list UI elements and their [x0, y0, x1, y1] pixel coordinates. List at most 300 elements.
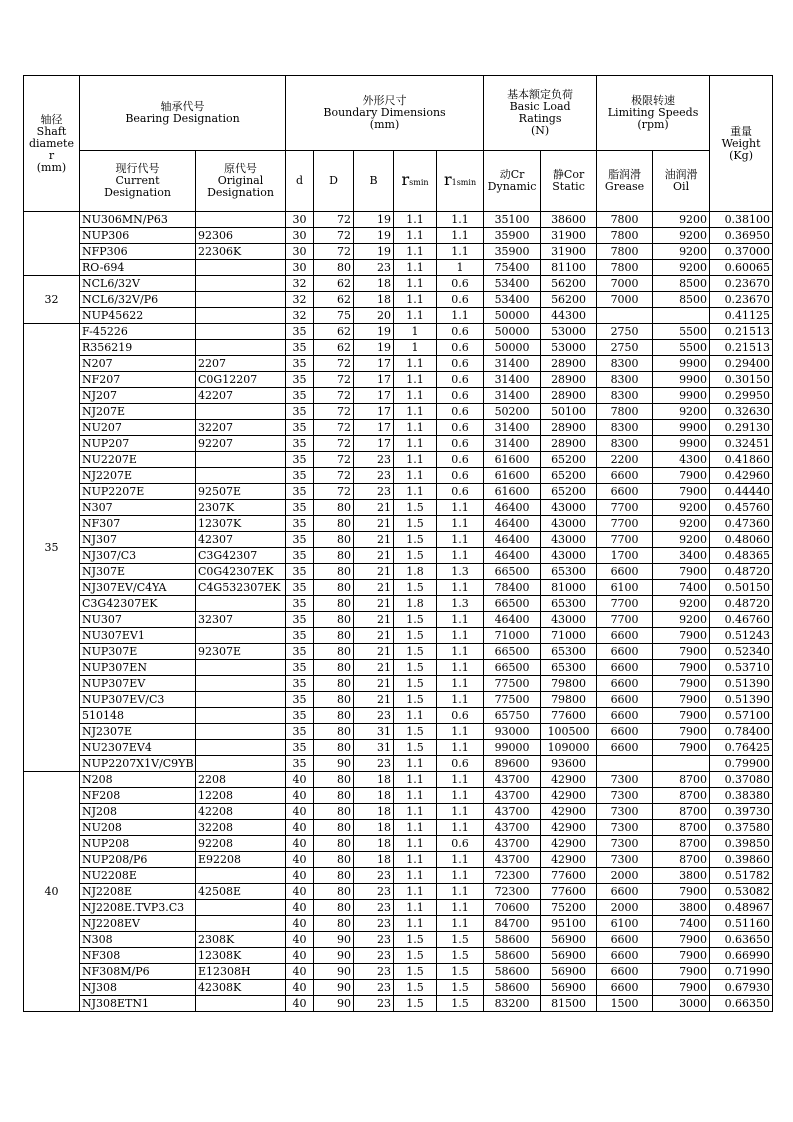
- oil-cell: 9200: [653, 212, 710, 228]
- weight-cell: 0.71990: [710, 964, 773, 980]
- r1s-cell: 1.1: [437, 548, 484, 564]
- D-cell: 75: [314, 308, 354, 324]
- grease-cell: 6600: [597, 644, 653, 660]
- cr-cell: 35900: [484, 228, 541, 244]
- r1s-cell: 1.1: [437, 820, 484, 836]
- current-cell: F-45226: [80, 324, 196, 340]
- cor-cell: 65300: [541, 644, 597, 660]
- B-cell: 17: [354, 388, 394, 404]
- D-cell: 80: [314, 660, 354, 676]
- cor-cell: 81100: [541, 260, 597, 276]
- grease-cell: 8300: [597, 356, 653, 372]
- current-cell: NF308: [80, 948, 196, 964]
- D-cell: 80: [314, 676, 354, 692]
- r1s-cell: 1.1: [437, 804, 484, 820]
- oil-cell: 7400: [653, 580, 710, 596]
- d-cell: 40: [286, 900, 314, 916]
- oil-cell: 9200: [653, 596, 710, 612]
- D-cell: 90: [314, 996, 354, 1012]
- D-cell: 80: [314, 820, 354, 836]
- r1s-cell: 1.1: [437, 852, 484, 868]
- original-cell: C4G532307EK: [196, 580, 286, 596]
- cor-cell: 65300: [541, 564, 597, 580]
- B-cell: 31: [354, 740, 394, 756]
- weight-cell: 0.47360: [710, 516, 773, 532]
- current-cell: NU307EV1: [80, 628, 196, 644]
- grease-cell: 6600: [597, 724, 653, 740]
- D-cell: 72: [314, 356, 354, 372]
- table-row: [24, 708, 773, 724]
- weight-cell: 0.37580: [710, 820, 773, 836]
- cr-cell: 35900: [484, 244, 541, 260]
- r1s-cell: 0.6: [437, 452, 484, 468]
- D-cell: 90: [314, 980, 354, 996]
- table-row: [24, 820, 773, 836]
- current-cell: C3G42307EK: [80, 596, 196, 612]
- B-cell: 17: [354, 356, 394, 372]
- D-cell: 72: [314, 484, 354, 500]
- B-cell: 23: [354, 980, 394, 996]
- d-cell: 35: [286, 532, 314, 548]
- original-cell: 92306: [196, 228, 286, 244]
- original-cell: [196, 996, 286, 1012]
- B-cell: 21: [354, 596, 394, 612]
- current-cell: NF307: [80, 516, 196, 532]
- current-cell: NUP307EV: [80, 676, 196, 692]
- cr-cell: 46400: [484, 532, 541, 548]
- r1s-cell: 1: [437, 260, 484, 276]
- cr-cell: 83200: [484, 996, 541, 1012]
- D-cell: 80: [314, 644, 354, 660]
- D-cell: 80: [314, 692, 354, 708]
- table-row: [24, 484, 773, 500]
- d-cell: 35: [286, 516, 314, 532]
- table-row: [24, 532, 773, 548]
- oil-cell: 9900: [653, 420, 710, 436]
- rs-cell: 1.5: [394, 676, 437, 692]
- current-cell: NUP306: [80, 228, 196, 244]
- d-cell: 35: [286, 660, 314, 676]
- oil-cell: 7900: [653, 724, 710, 740]
- B-cell: 23: [354, 932, 394, 948]
- cor-cell: 44300: [541, 308, 597, 324]
- cor-cell: 31900: [541, 228, 597, 244]
- grease-cell: 7300: [597, 820, 653, 836]
- d-cell: 30: [286, 244, 314, 260]
- d-cell: 35: [286, 612, 314, 628]
- original-cell: [196, 468, 286, 484]
- cr-cell: 78400: [484, 580, 541, 596]
- r1s-cell: 0.6: [437, 340, 484, 356]
- original-cell: [196, 708, 286, 724]
- r1s-cell: 0.6: [437, 484, 484, 500]
- current-cell: N308: [80, 932, 196, 948]
- d-cell: 35: [286, 548, 314, 564]
- grease-cell: 7000: [597, 276, 653, 292]
- rs-cell: 1.5: [394, 628, 437, 644]
- current-cell: NJ307/C3: [80, 548, 196, 564]
- r1s-cell: 0.6: [437, 708, 484, 724]
- r1s-cell: 1.1: [437, 692, 484, 708]
- original-header: 原代号 Original Designation: [196, 151, 286, 212]
- original-cell: 22306K: [196, 244, 286, 260]
- cr-cell: 66500: [484, 644, 541, 660]
- B-cell: 20: [354, 308, 394, 324]
- current-cell: R356219: [80, 340, 196, 356]
- oil-cell: 9200: [653, 244, 710, 260]
- B-cell: 21: [354, 500, 394, 516]
- current-cell: NJ307: [80, 532, 196, 548]
- D-cell: 90: [314, 948, 354, 964]
- oil-cell: 9200: [653, 516, 710, 532]
- table-row: [24, 548, 773, 564]
- B-cell: 21: [354, 532, 394, 548]
- grease-header: 脂润滑 Grease: [597, 151, 653, 212]
- cr-cell: 35100: [484, 212, 541, 228]
- B-cell: 18: [354, 788, 394, 804]
- original-cell: 2208: [196, 772, 286, 788]
- d-cell: 35: [286, 596, 314, 612]
- cor-cell: 65300: [541, 660, 597, 676]
- cor-cell: 56200: [541, 276, 597, 292]
- cor-cell: 56900: [541, 932, 597, 948]
- D-cell: 72: [314, 468, 354, 484]
- r1s-cell: 1.1: [437, 628, 484, 644]
- cor-cell: 43000: [541, 532, 597, 548]
- original-cell: E12308H: [196, 964, 286, 980]
- B-cell: 18: [354, 292, 394, 308]
- cr-cell: 72300: [484, 868, 541, 884]
- cr-cell: 43700: [484, 820, 541, 836]
- d-cell: 35: [286, 436, 314, 452]
- current-cell: NJ307E: [80, 564, 196, 580]
- weight-cell: 0.66990: [710, 948, 773, 964]
- D-cell: 90: [314, 964, 354, 980]
- grease-cell: 6600: [597, 484, 653, 500]
- B-cell: 23: [354, 484, 394, 500]
- D-cell: 80: [314, 612, 354, 628]
- table-row: [24, 884, 773, 900]
- cr-header: 动Cr Dynamic: [484, 151, 541, 212]
- D-cell: 72: [314, 372, 354, 388]
- grease-cell: 2000: [597, 868, 653, 884]
- original-cell: 42207: [196, 388, 286, 404]
- D-cell: 72: [314, 404, 354, 420]
- oil-cell: 5500: [653, 340, 710, 356]
- table-row: [24, 244, 773, 260]
- r1s-cell: 0.6: [437, 436, 484, 452]
- grease-cell: 1500: [597, 996, 653, 1012]
- table-row: [24, 612, 773, 628]
- original-cell: [196, 676, 286, 692]
- table-row: [24, 996, 773, 1012]
- r1s-cell: 1.5: [437, 996, 484, 1012]
- original-cell: C3G42307: [196, 548, 286, 564]
- r1s-cell: 1.1: [437, 500, 484, 516]
- rs-cell: 1.8: [394, 596, 437, 612]
- weight-cell: 0.39850: [710, 836, 773, 852]
- D-cell: 80: [314, 580, 354, 596]
- current-cell: NJ207: [80, 388, 196, 404]
- cor-cell: 43000: [541, 612, 597, 628]
- d-cell: 35: [286, 468, 314, 484]
- weight-cell: 0.52340: [710, 644, 773, 660]
- d-cell: 40: [286, 820, 314, 836]
- d-cell: 35: [286, 756, 314, 772]
- table-row: [24, 756, 773, 772]
- B-header: B: [354, 151, 394, 212]
- r1s-cell: 1.1: [437, 740, 484, 756]
- weight-cell: 0.57100: [710, 708, 773, 724]
- rs-cell: 1.1: [394, 212, 437, 228]
- cr-cell: 31400: [484, 420, 541, 436]
- d-cell: 32: [286, 276, 314, 292]
- original-cell: [196, 452, 286, 468]
- grease-cell: 7800: [597, 228, 653, 244]
- table-row: [24, 564, 773, 580]
- cor-cell: 93600: [541, 756, 597, 772]
- rs-cell: 1.5: [394, 500, 437, 516]
- current-cell: NJ308: [80, 980, 196, 996]
- original-cell: 92507E: [196, 484, 286, 500]
- current-cell: N208: [80, 772, 196, 788]
- rs-cell: 1.5: [394, 612, 437, 628]
- D-cell: 72: [314, 388, 354, 404]
- dimensions-header: 外形尺寸 Boundary Dimensions (mm): [286, 76, 484, 151]
- current-cell: NU307: [80, 612, 196, 628]
- rs-cell: 1.1: [394, 308, 437, 324]
- current-cell: 510148: [80, 708, 196, 724]
- B-cell: 21: [354, 612, 394, 628]
- weight-cell: 0.76425: [710, 740, 773, 756]
- weight-cell: 0.46760: [710, 612, 773, 628]
- original-cell: 42308K: [196, 980, 286, 996]
- original-cell: [196, 756, 286, 772]
- cor-cell: 79800: [541, 692, 597, 708]
- original-cell: [196, 404, 286, 420]
- oil-cell: 9200: [653, 500, 710, 516]
- grease-cell: 7700: [597, 516, 653, 532]
- cr-cell: 61600: [484, 452, 541, 468]
- table-row: [24, 372, 773, 388]
- table-row: [24, 644, 773, 660]
- D-cell: 80: [314, 740, 354, 756]
- d-cell: 30: [286, 228, 314, 244]
- B-cell: 18: [354, 804, 394, 820]
- cr-cell: 77500: [484, 692, 541, 708]
- grease-cell: 7300: [597, 836, 653, 852]
- current-cell: NJ307EV/C4YA: [80, 580, 196, 596]
- B-cell: 21: [354, 692, 394, 708]
- table-row: [24, 516, 773, 532]
- current-cell: NUP307EN: [80, 660, 196, 676]
- B-cell: 21: [354, 516, 394, 532]
- B-cell: 17: [354, 420, 394, 436]
- B-cell: 23: [354, 884, 394, 900]
- table-row: [24, 932, 773, 948]
- D-cell: 72: [314, 452, 354, 468]
- current-cell: NUP45622: [80, 308, 196, 324]
- original-cell: [196, 260, 286, 276]
- rs-cell: 1: [394, 324, 437, 340]
- table-row: [24, 452, 773, 468]
- cr-cell: 43700: [484, 772, 541, 788]
- table-row: [24, 740, 773, 756]
- weight-header: 重量 Weight (Kg): [710, 76, 773, 212]
- D-cell: 80: [314, 596, 354, 612]
- shaft-cell: [24, 212, 80, 276]
- current-cell: RO-694: [80, 260, 196, 276]
- table-row: [24, 324, 773, 340]
- oil-cell: 9900: [653, 436, 710, 452]
- r1s-cell: 1.1: [437, 516, 484, 532]
- r1s-cell: 1.1: [437, 724, 484, 740]
- B-cell: 19: [354, 324, 394, 340]
- oil-cell: 7900: [653, 980, 710, 996]
- B-cell: 21: [354, 548, 394, 564]
- original-cell: [196, 692, 286, 708]
- D-cell: 80: [314, 788, 354, 804]
- d-cell: 35: [286, 340, 314, 356]
- cor-cell: 81000: [541, 580, 597, 596]
- weight-cell: 0.39860: [710, 852, 773, 868]
- B-cell: 21: [354, 660, 394, 676]
- oil-cell: 7900: [653, 564, 710, 580]
- cor-cell: 42900: [541, 820, 597, 836]
- cr-cell: 72300: [484, 884, 541, 900]
- d-cell: 40: [286, 852, 314, 868]
- grease-cell: 2000: [597, 900, 653, 916]
- designation-header: 轴承代号 Bearing Designation: [80, 76, 286, 151]
- original-cell: [196, 916, 286, 932]
- grease-cell: 6600: [597, 964, 653, 980]
- current-cell: NCL6/32V/P6: [80, 292, 196, 308]
- weight-cell: 0.66350: [710, 996, 773, 1012]
- oil-cell: 9900: [653, 388, 710, 404]
- original-cell: 42208: [196, 804, 286, 820]
- r1s-cell: 0.6: [437, 420, 484, 436]
- cr-cell: 46400: [484, 500, 541, 516]
- grease-cell: 7800: [597, 212, 653, 228]
- table-row: [24, 388, 773, 404]
- d-cell: 35: [286, 500, 314, 516]
- oil-cell: 7900: [653, 484, 710, 500]
- r1s-cell: 1.1: [437, 772, 484, 788]
- grease-cell: 6600: [597, 628, 653, 644]
- current-cell: NU306MN/P63: [80, 212, 196, 228]
- d-cell: 35: [286, 740, 314, 756]
- shaft-cell: 32: [24, 276, 80, 324]
- weight-cell: 0.48720: [710, 564, 773, 580]
- cor-cell: 56900: [541, 948, 597, 964]
- oil-cell: 7900: [653, 468, 710, 484]
- r1s-cell: 0.6: [437, 324, 484, 340]
- r1s-cell: 1.1: [437, 676, 484, 692]
- current-cell: NU208: [80, 820, 196, 836]
- grease-cell: 6600: [597, 676, 653, 692]
- original-cell: [196, 868, 286, 884]
- oil-cell: 9900: [653, 356, 710, 372]
- rs-cell: 1.1: [394, 292, 437, 308]
- bearing-table: [23, 75, 773, 1012]
- cor-cell: 56200: [541, 292, 597, 308]
- rs-cell: 1.5: [394, 644, 437, 660]
- B-cell: 31: [354, 724, 394, 740]
- r1s-cell: 0.6: [437, 292, 484, 308]
- original-cell: [196, 292, 286, 308]
- weight-cell: 0.51782: [710, 868, 773, 884]
- table-row: [24, 308, 773, 324]
- weight-cell: 0.51160: [710, 916, 773, 932]
- B-cell: 23: [354, 452, 394, 468]
- d-cell: 35: [286, 676, 314, 692]
- rs-cell: 1.1: [394, 820, 437, 836]
- weight-cell: 0.51390: [710, 676, 773, 692]
- cr-cell: 31400: [484, 436, 541, 452]
- weight-cell: 0.51243: [710, 628, 773, 644]
- original-cell: [196, 324, 286, 340]
- rs-cell: 1.1: [394, 804, 437, 820]
- current-cell: NU207: [80, 420, 196, 436]
- load-header: 基本额定负荷 Basic Load Ratings (N): [484, 76, 597, 151]
- weight-cell: 0.36950: [710, 228, 773, 244]
- oil-cell: 7900: [653, 692, 710, 708]
- original-cell: [196, 276, 286, 292]
- r1s-cell: 0.6: [437, 756, 484, 772]
- D-cell: 80: [314, 836, 354, 852]
- d-cell: 35: [286, 692, 314, 708]
- B-cell: 23: [354, 708, 394, 724]
- grease-cell: 6600: [597, 884, 653, 900]
- D-cell: 80: [314, 500, 354, 516]
- weight-cell: 0.51390: [710, 692, 773, 708]
- D-cell: 80: [314, 916, 354, 932]
- cor-cell: 65200: [541, 468, 597, 484]
- table-row: [24, 292, 773, 308]
- r1s-cell: 1.5: [437, 948, 484, 964]
- cr-cell: 77500: [484, 676, 541, 692]
- weight-cell: 0.48720: [710, 596, 773, 612]
- r1s-cell: 1.1: [437, 660, 484, 676]
- cr-cell: 50000: [484, 324, 541, 340]
- table-row: [24, 420, 773, 436]
- current-cell: NF207: [80, 372, 196, 388]
- rs-cell: 1.1: [394, 916, 437, 932]
- original-cell: 92208: [196, 836, 286, 852]
- table-row: [24, 948, 773, 964]
- shaft-cell: 35: [24, 324, 80, 772]
- cor-cell: 77600: [541, 868, 597, 884]
- current-cell: N307: [80, 500, 196, 516]
- current-cell: NJ208: [80, 804, 196, 820]
- table-row: [24, 852, 773, 868]
- B-cell: 23: [354, 948, 394, 964]
- current-cell: NJ2307E: [80, 724, 196, 740]
- grease-cell: 8300: [597, 388, 653, 404]
- table-row: [24, 980, 773, 996]
- weight-cell: 0.23670: [710, 292, 773, 308]
- table-row: [24, 916, 773, 932]
- original-cell: 92207: [196, 436, 286, 452]
- original-cell: 2308K: [196, 932, 286, 948]
- B-cell: 19: [354, 228, 394, 244]
- D-cell: 80: [314, 868, 354, 884]
- rs-cell: 1.5: [394, 980, 437, 996]
- d-cell: 40: [286, 884, 314, 900]
- current-cell: NUP208: [80, 836, 196, 852]
- cor-cell: 42900: [541, 836, 597, 852]
- cor-cell: 79800: [541, 676, 597, 692]
